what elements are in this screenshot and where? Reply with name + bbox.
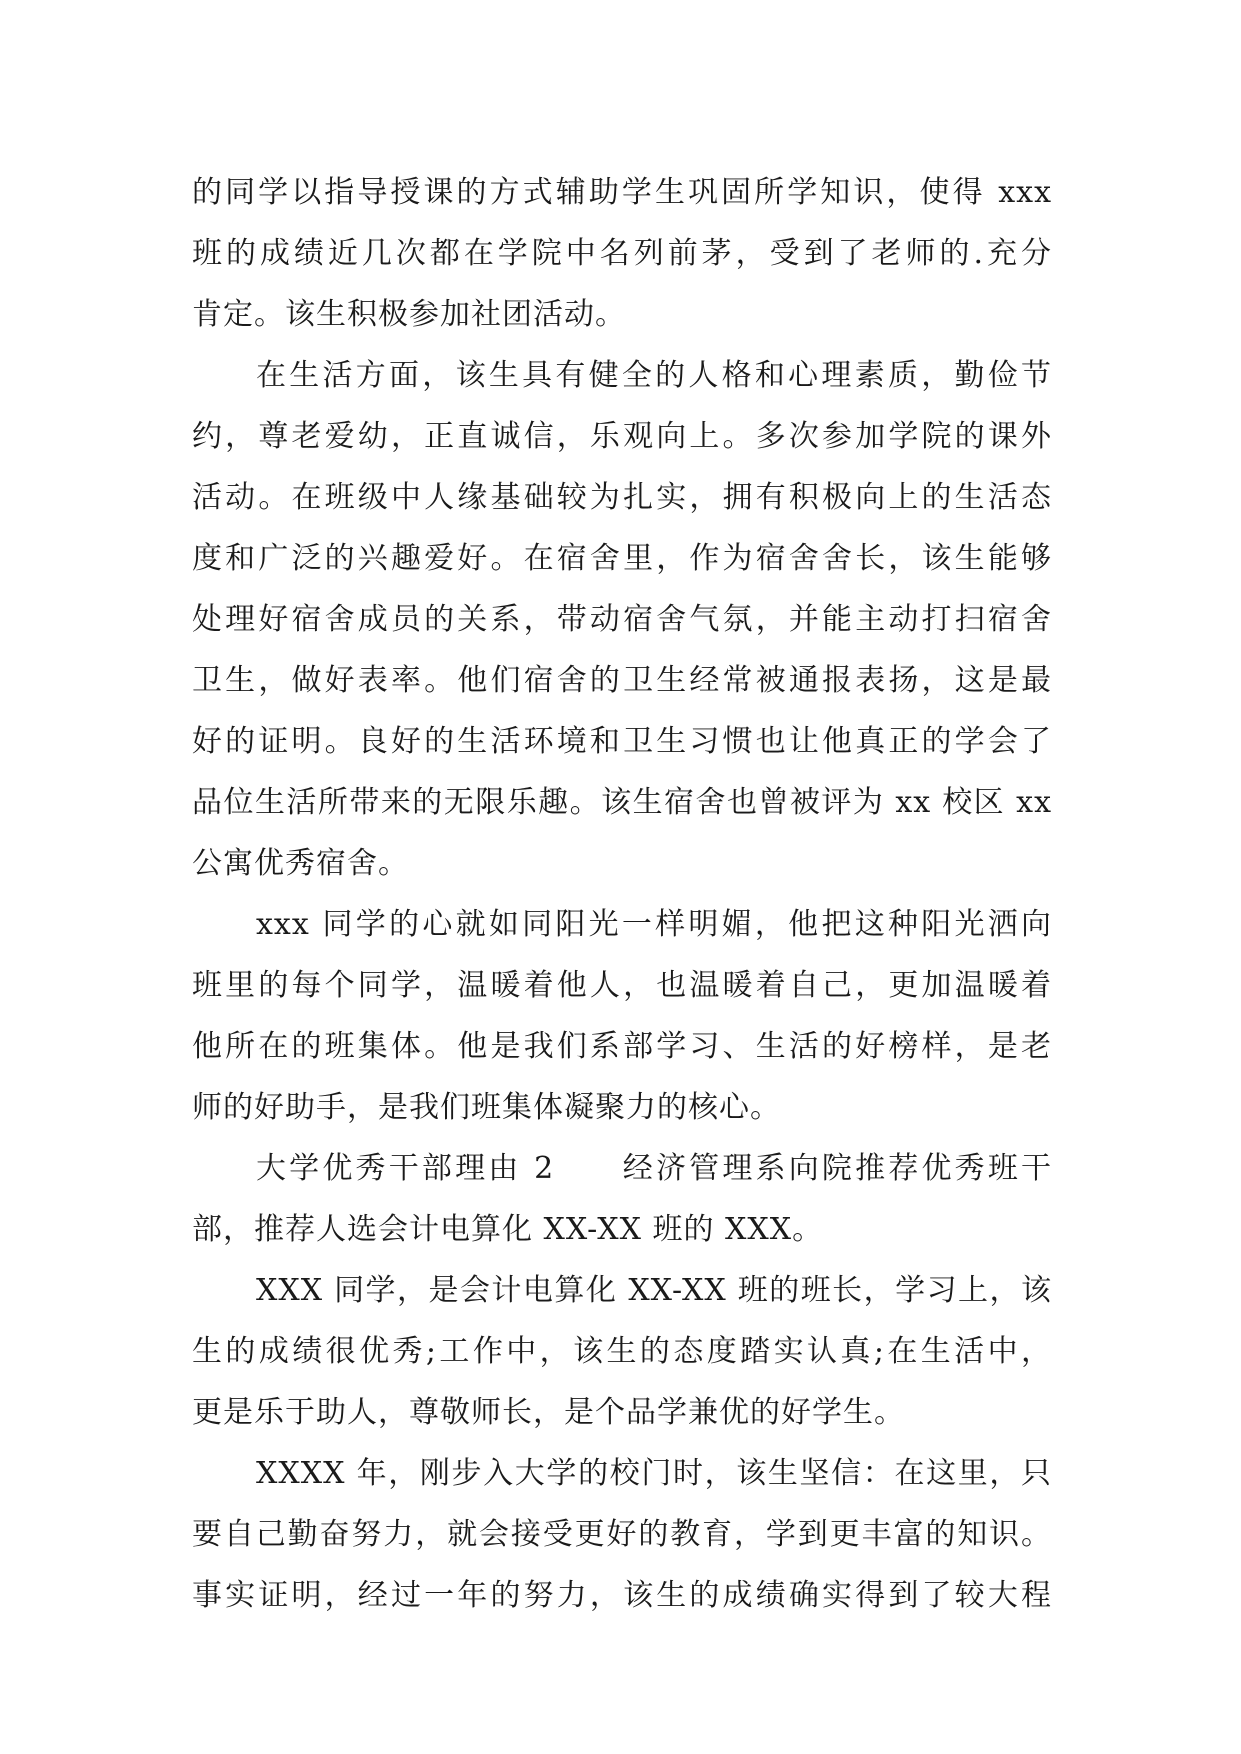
text-line: 生的成绩很优秀;工作中，该生的态度踏实认真;在生活中， — [192, 1334, 1052, 1369]
text-line: 的同学以指导授课的方式辅助学生巩固所学知识，使得 xxx — [192, 175, 1052, 210]
text-line: 师的好助手，是我们班集体凝聚力的核心。 — [192, 1090, 781, 1125]
text-line: 品位生活所带来的无限乐趣。该生宿舍也曾被评为 xx 校区 xx — [192, 785, 1052, 820]
text-line: 活动。在班级中人缘基础较为扎实，拥有积极向上的生活态 — [192, 480, 1052, 515]
text-line: xxx 同学的心就如同阳光一样明媚，他把这种阳光洒向 — [256, 907, 1052, 942]
text-line: 大学优秀干部理由 2 经济管理系向院推荐优秀班干 — [256, 1151, 1052, 1186]
text-line: 卫生，做好表率。他们宿舍的卫生经常被通报表扬，这是最 — [192, 663, 1052, 698]
text-line: 好的证明。良好的生活环境和卫生习惯也让他真正的学会了 — [192, 724, 1052, 759]
text-line: 更是乐于助人，尊敬师长，是个品学兼优的好学生。 — [192, 1395, 905, 1430]
text-line: 度和广泛的兴趣爱好。在宿舍里，作为宿舍舍长，该生能够 — [192, 541, 1052, 576]
document-body — [192, 162, 1052, 1626]
text-line: 公寓优秀宿舍。 — [192, 846, 409, 881]
text-line: 要自己勤奋努力，就会接受更好的教育，学到更丰富的知识。 — [192, 1517, 1052, 1552]
text-line: XXXX 年，刚步入大学的校门时，该生坚信：在这里，只 — [256, 1456, 1052, 1491]
text-line: 他所在的班集体。他是我们系部学习、生活的好榜样，是老 — [192, 1029, 1052, 1064]
text-line: 处理好宿舍成员的关系，带动宿舍气氛，并能主动打扫宿舍 — [192, 602, 1052, 637]
text-line: 约，尊老爱幼，正直诚信，乐观向上。多次参加学院的课外 — [192, 419, 1052, 454]
text-line: 在生活方面，该生具有健全的人格和心理素质，勤俭节 — [256, 358, 1052, 393]
text-line: 部，推荐人选会计电算化 XX-XX 班的 XXX。 — [192, 1212, 824, 1247]
text-line: 肯定。该生积极参加社团活动。 — [192, 297, 626, 332]
text-line: 事实证明，经过一年的努力，该生的成绩确实得到了较大程 — [192, 1578, 1052, 1613]
text-line: 班的成绩近几次都在学院中名列前茅，受到了老师的.充分 — [192, 236, 1052, 271]
text-line: 班里的每个同学，温暖着他人，也温暖着自己，更加温暖着 — [192, 968, 1052, 1003]
text-line: XXX 同学，是会计电算化 XX-XX 班的班长，学习上，该 — [256, 1273, 1052, 1308]
